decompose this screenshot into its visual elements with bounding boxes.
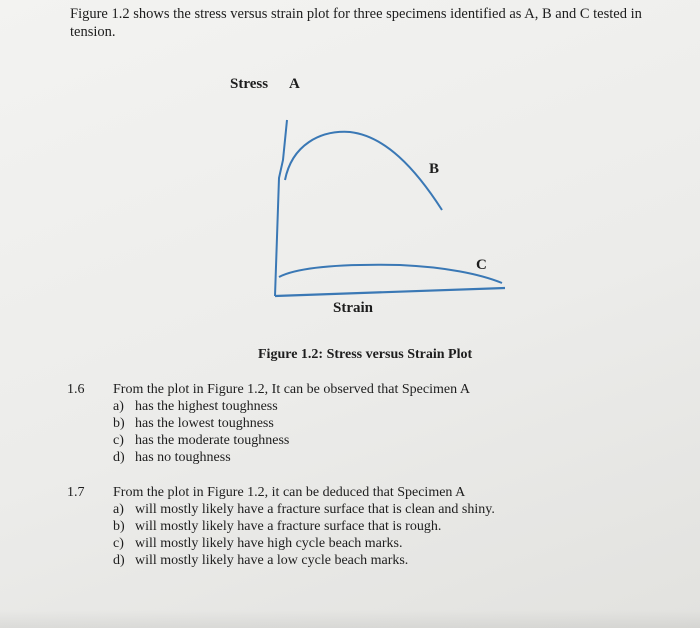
option-letter: d): [113, 450, 125, 465]
option-a: [113, 398, 289, 415]
option-text: has no toughness: [135, 450, 231, 465]
curve-b: [285, 132, 442, 210]
option-b: [113, 415, 289, 432]
option-b: [113, 518, 495, 535]
option-c: [113, 535, 495, 552]
option-letter: b): [113, 519, 125, 534]
option-c: [113, 432, 289, 449]
question-1-6: [67, 381, 667, 471]
curve-a-label: A: [289, 76, 300, 92]
option-a: [113, 501, 495, 518]
curve-a: [275, 120, 287, 296]
figure-caption: Figure 1.2: Stress versus Strain Plot: [258, 347, 473, 362]
question-stem: From the plot in Figure 1.2, it can be deduced that Specimen A: [113, 485, 466, 500]
option-text: will mostly likely have a fracture surface that is rough.: [135, 519, 442, 534]
curve-c-label: C: [476, 257, 487, 273]
option-text: will mostly likely have high cycle beach marks.: [135, 536, 403, 551]
option-letter: a): [113, 502, 124, 517]
option-d: [113, 449, 289, 466]
stress-axis-label: Stress: [230, 76, 269, 92]
question-number: 1.7: [67, 485, 85, 500]
option-list: [113, 501, 495, 569]
option-text: has the moderate toughness: [135, 433, 290, 448]
strain-axis: [275, 288, 505, 296]
option-letter: b): [113, 416, 125, 431]
curve-c: [279, 265, 502, 283]
option-text: has the highest toughness: [135, 399, 278, 414]
option-letter: c): [113, 433, 124, 448]
option-letter: a): [113, 399, 124, 414]
strain-axis-label: Strain: [333, 300, 374, 316]
intro-paragraph: Figure 1.2 shows the stress versus strain plot for three specimens identified as A, B and C tested in tension.: [70, 6, 642, 40]
option-text: will mostly likely have a low cycle beach marks.: [135, 553, 409, 568]
option-letter: d): [113, 553, 125, 568]
question-number: 1.6: [67, 382, 85, 397]
option-d: [113, 552, 495, 569]
option-text: will mostly likely have a fracture surface that is clean and shiny.: [135, 502, 495, 517]
question-1-7: [67, 484, 687, 574]
page-shadow: [0, 610, 700, 628]
question-stem: From the plot in Figure 1.2, It can be observed that Specimen A: [113, 382, 470, 397]
curve-b-label: B: [429, 161, 440, 177]
option-letter: c): [113, 536, 124, 551]
option-list: [113, 398, 289, 466]
option-text: has the lowest toughness: [135, 416, 274, 431]
